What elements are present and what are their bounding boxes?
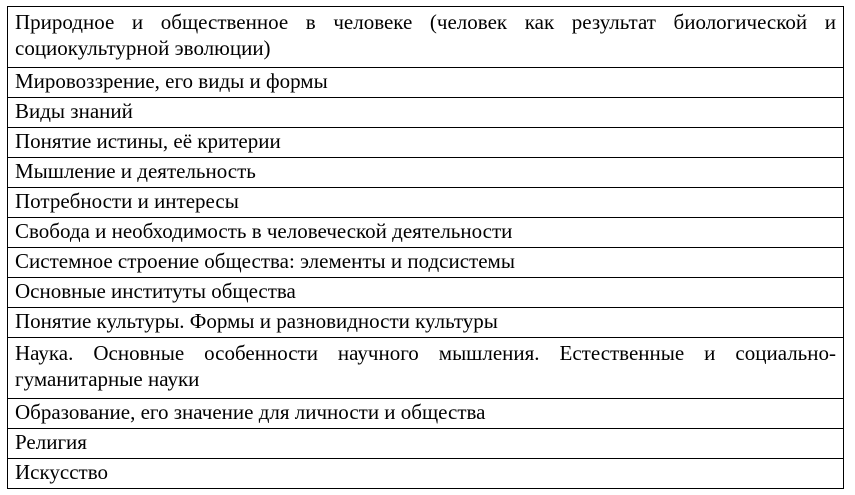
- topic-text: Религия: [15, 430, 87, 454]
- table-row: [8, 459, 844, 489]
- topic-text: Свобода и необходимость в человеческой деятельности: [15, 219, 513, 243]
- table-cell: [8, 278, 844, 308]
- table-cell: [8, 188, 844, 218]
- table-cell: [8, 429, 844, 459]
- table-row: [8, 188, 844, 218]
- topic-text: Наука. Основные особенности научного мышления. Естественные и социально-гуманитарные науки: [15, 341, 836, 391]
- topic-text: Потребности и интересы: [15, 189, 239, 213]
- topic-text: Образование, его значение для личности и общества: [15, 400, 486, 424]
- table-cell: [8, 98, 844, 128]
- table-row: [8, 248, 844, 278]
- topic-text: Системное строение общества: элементы и подсистемы: [15, 249, 515, 273]
- table-row: [8, 338, 844, 399]
- topic-text: Основные институты общества: [15, 279, 296, 303]
- table-row: [8, 158, 844, 188]
- table-row: [8, 218, 844, 248]
- topic-text: Понятие истины, её критерии: [15, 129, 281, 153]
- table-row: [8, 128, 844, 158]
- table-cell: [8, 338, 844, 399]
- table-cell: [8, 399, 844, 429]
- topic-text: Природное и общественное в человеке (человек как результат биологической и социокультурной эволюции): [15, 10, 836, 60]
- topic-text: Искусство: [15, 460, 108, 484]
- table-row: [8, 308, 844, 338]
- topics-table: [7, 6, 844, 489]
- table-cell: [8, 7, 844, 68]
- topic-text: Мышление и деятельность: [15, 159, 256, 183]
- topic-text: Виды знаний: [15, 99, 133, 123]
- table-cell: [8, 308, 844, 338]
- table-row: [8, 429, 844, 459]
- table-row: [8, 68, 844, 98]
- table-cell: [8, 158, 844, 188]
- table-cell: [8, 68, 844, 98]
- topic-text: Понятие культуры. Формы и разновидности культуры: [15, 309, 498, 333]
- table-row: [8, 399, 844, 429]
- table-cell: [8, 459, 844, 489]
- topic-text: Мировоззрение, его виды и формы: [15, 69, 328, 93]
- table-cell: [8, 248, 844, 278]
- table-row: [8, 98, 844, 128]
- table-cell: [8, 218, 844, 248]
- table-cell: [8, 128, 844, 158]
- table-row: [8, 278, 844, 308]
- table-row: [8, 7, 844, 68]
